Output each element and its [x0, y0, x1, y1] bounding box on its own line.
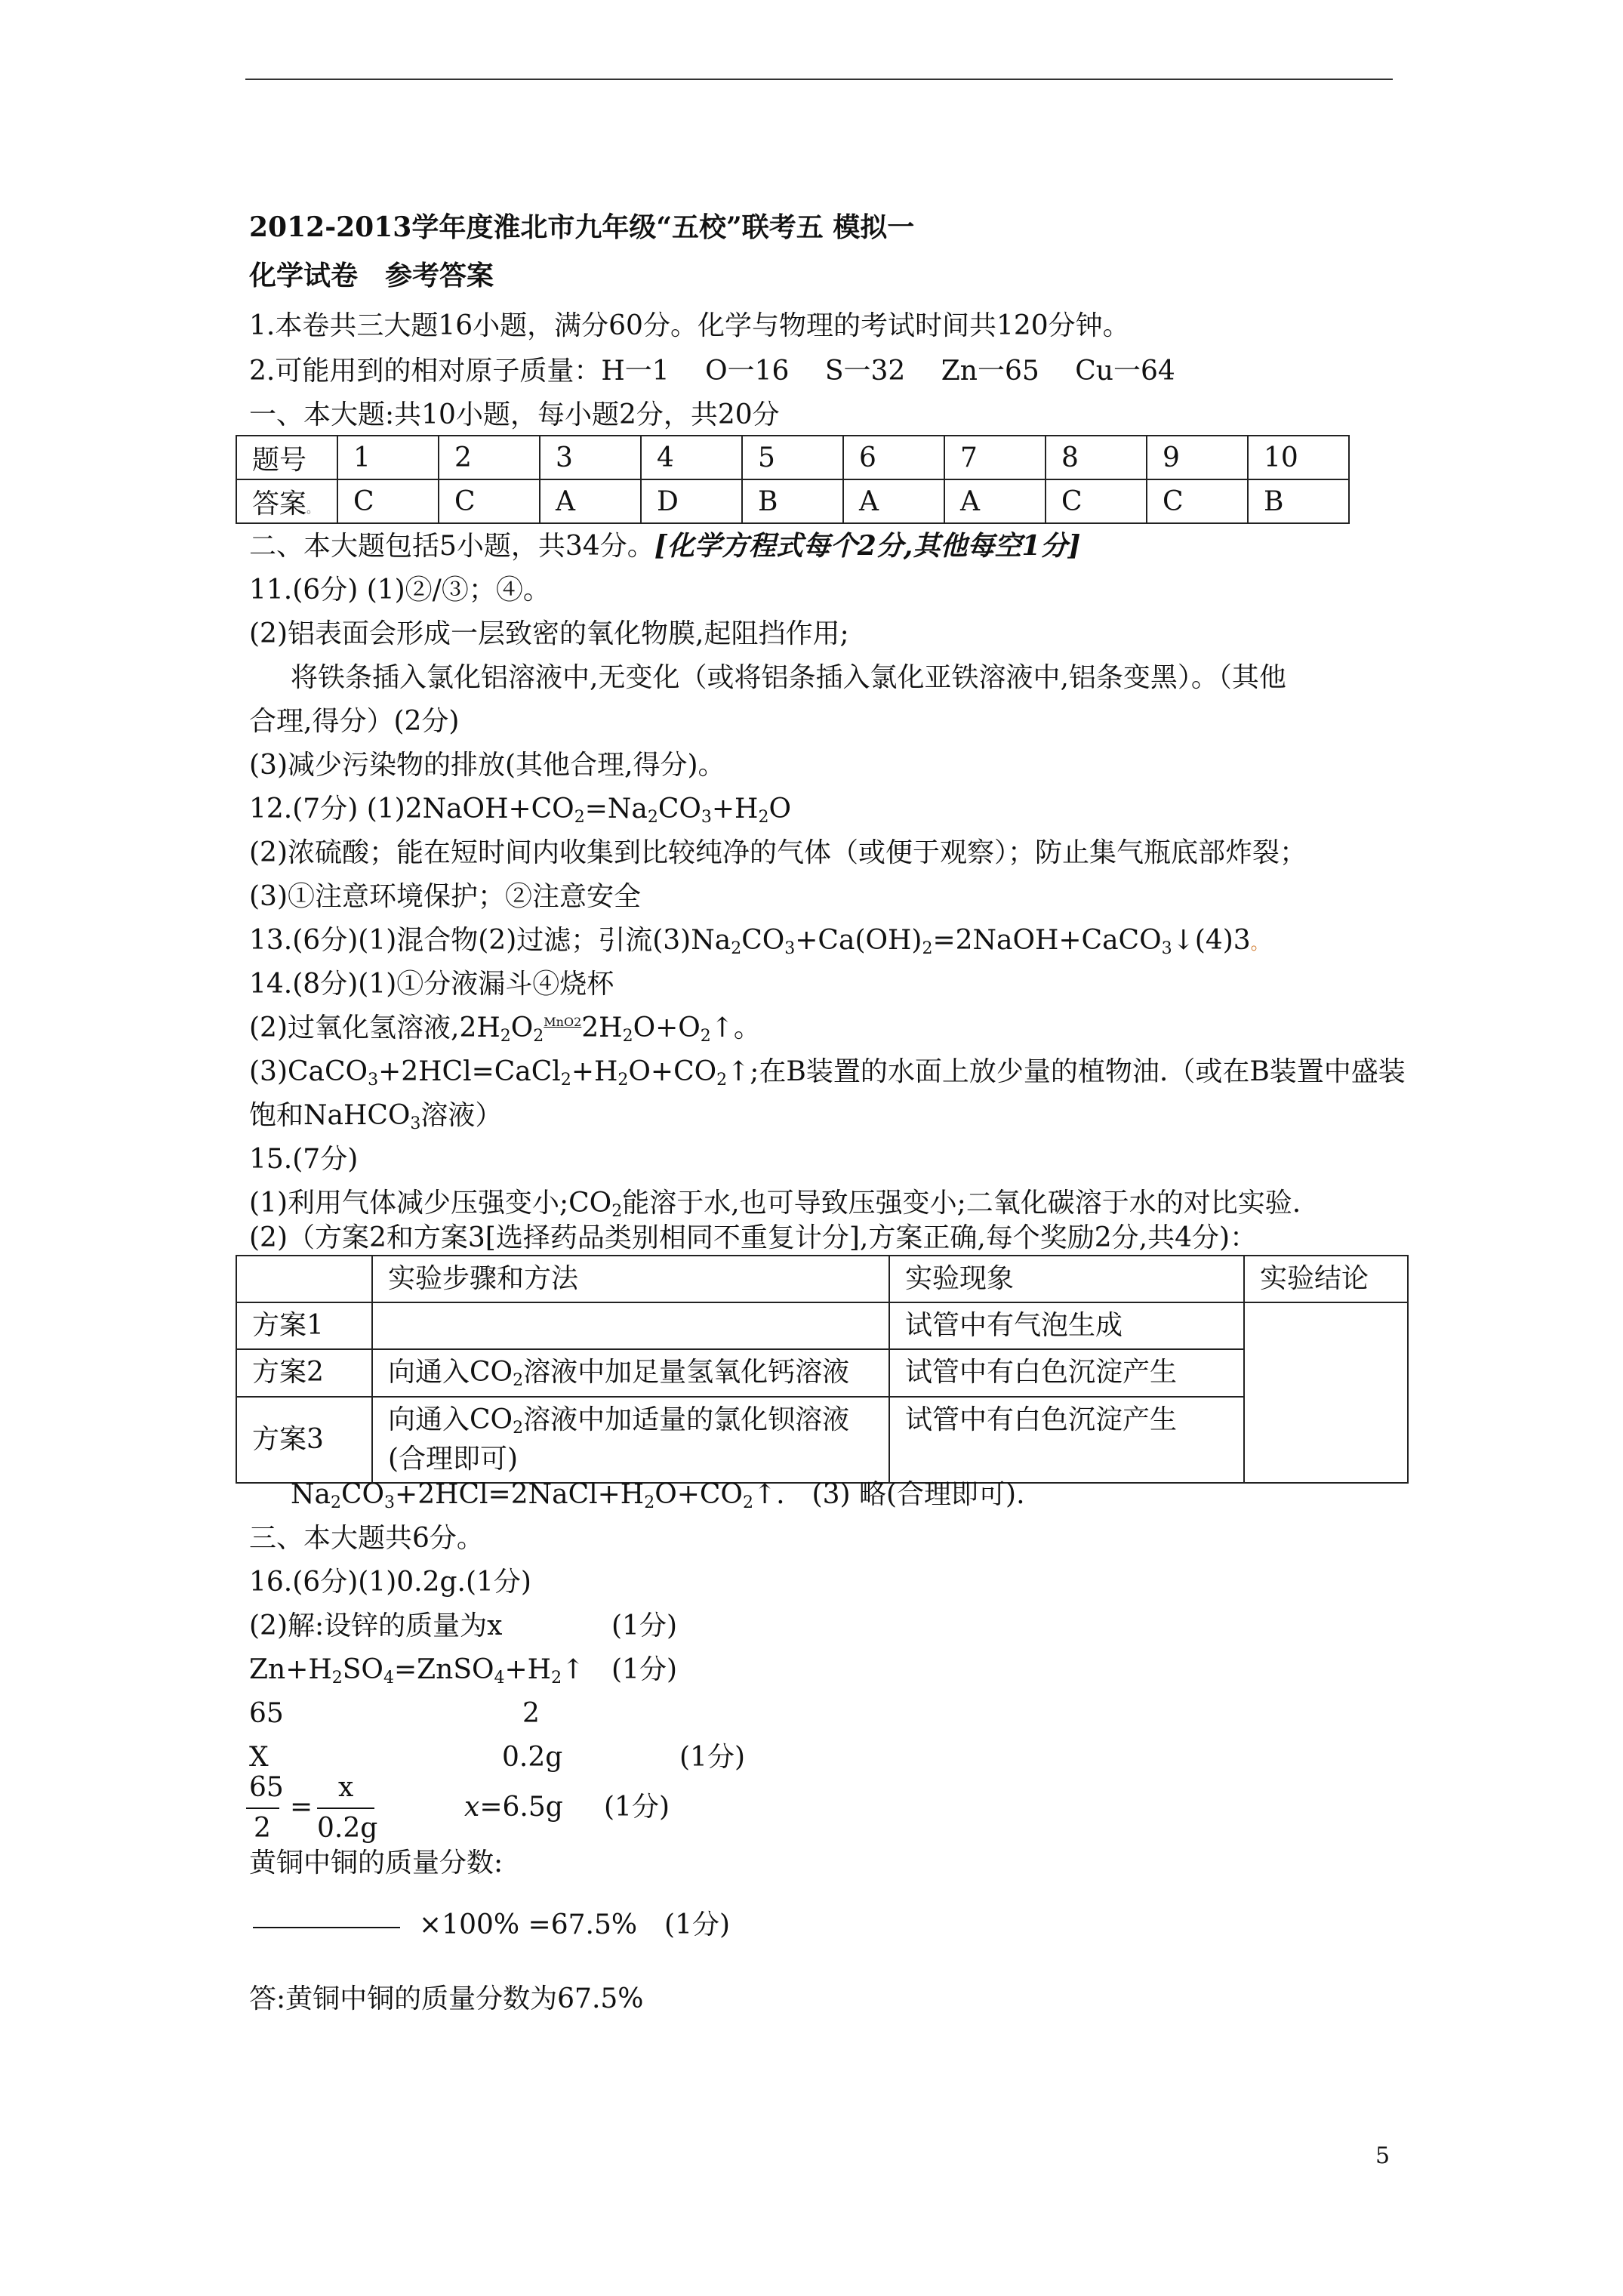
- cell-answer: C: [1046, 479, 1147, 523]
- plan-phenomenon: 试管中有气泡生成: [889, 1302, 1244, 1349]
- cell-answer: B: [742, 479, 843, 523]
- eq-sub: 2: [742, 1493, 753, 1512]
- cell-number: 3: [540, 436, 641, 479]
- plan-conclusion: [1244, 1302, 1408, 1483]
- x-value: =6.5g: [479, 1792, 563, 1823]
- eq-sub: 2: [716, 1071, 728, 1089]
- table-row: [236, 1256, 1408, 1302]
- cell-number: 8: [1046, 436, 1147, 479]
- eq-text: 13.(6分)(1)混合物(2)过滤；引流(3)Na: [249, 925, 731, 956]
- eq-text: CO: [340, 1479, 385, 1510]
- answer-label: 答案: [252, 488, 307, 519]
- eq-sub: 2: [731, 939, 742, 958]
- eq-text: CO: [741, 925, 785, 956]
- eq-text: ↓(4)3: [1172, 925, 1251, 956]
- eq-text: +H: [504, 1654, 552, 1685]
- q12-prefix: 12.(7分) (1): [249, 794, 405, 824]
- q11-line-d: 合理,得分）(2分): [249, 706, 460, 737]
- q11-line-a: 11.(6分) (1)②/③；④。: [249, 575, 550, 606]
- table-row: [236, 1302, 1408, 1349]
- q16-equation-score: (1分): [611, 1654, 677, 1685]
- note-1: 1.本卷共三大题16小题，满分60分。化学与物理的考试时间共120分钟。: [249, 310, 1130, 341]
- cell-number: 1: [337, 436, 439, 479]
- mass-score: (1分): [679, 1742, 745, 1773]
- q11-line-c: 将铁条插入氯化铝溶液中,无变化（或将铝条插入氯化亚铁溶液中,铝条变黑）。（其他: [291, 662, 1286, 693]
- eq-text: O+CO: [628, 1056, 717, 1087]
- cell-number: 2: [439, 436, 540, 479]
- method-sub: 2: [513, 1418, 524, 1438]
- fraction-right-numerator: x: [338, 1772, 354, 1803]
- eq-sub: 2: [500, 1027, 511, 1046]
- q16-line-a: 16.(6分)(1)0.2g.(1分): [249, 1567, 531, 1598]
- eq-text: SO: [342, 1654, 383, 1685]
- cell-answer: C: [1147, 479, 1248, 523]
- cell-number: 5: [742, 436, 843, 479]
- q14-line-c: [249, 1056, 1406, 1088]
- eq-sub: 3: [384, 1493, 396, 1512]
- eq-text: O+O: [633, 1012, 701, 1043]
- final-answer: 答:黄铜中铜的质量分数为67.5%: [249, 1983, 644, 2014]
- document-title: 2012-2013学年度淮北市九年级“五校”联考五 模拟一: [249, 211, 915, 243]
- q15-line-a: 15.(7分): [249, 1144, 359, 1175]
- eq-text: =ZnSO: [393, 1654, 494, 1685]
- eq-sub: 4: [494, 1669, 505, 1687]
- q16-equation: [249, 1653, 584, 1686]
- header-cell: 实验结论: [1244, 1256, 1408, 1302]
- fraction-right-denominator: 0.2g: [317, 1813, 378, 1844]
- eq-sub: 2: [574, 808, 585, 827]
- eq-text: ↑: [562, 1654, 585, 1685]
- header-rule: [245, 79, 1393, 80]
- q16-line-b: (2)解:设锌的质量为x: [249, 1610, 503, 1641]
- section2-heading: 二、本大题包括5小题，共34分。: [249, 531, 654, 562]
- method-text: (合理即可): [388, 1443, 519, 1475]
- cell-number: 7: [944, 436, 1046, 479]
- eq-sub: 3: [368, 1071, 379, 1089]
- eq-sub: 2: [560, 1071, 571, 1089]
- eq-sub: 4: [383, 1669, 394, 1687]
- method-sub: 2: [513, 1371, 524, 1391]
- plan-name: 方案3: [236, 1397, 372, 1483]
- eq-text: +H: [571, 1056, 618, 1087]
- molar-2: 2: [522, 1698, 540, 1729]
- q11-line-b: (2)铝表面会形成一层致密的氧化物膜,起阻挡作用;: [249, 618, 849, 649]
- eq-text: 2NaOH+CO: [405, 794, 574, 824]
- eq-text: ↑。: [710, 1012, 761, 1043]
- eq-sub: 3: [701, 808, 712, 827]
- eq-text: Zn+H: [249, 1654, 332, 1685]
- plan-name: 方案2: [236, 1349, 372, 1396]
- q12-line-a: [249, 793, 791, 825]
- section2-heading-note: [化学方程式每个2分,其他每空1分]: [654, 530, 1081, 562]
- method-text: 溶液中加适量的氯化钡溶液: [523, 1404, 850, 1435]
- blank-fraction-line: [253, 1927, 400, 1928]
- eq-sub: 3: [410, 1114, 421, 1133]
- fraction-left-numerator: 65: [249, 1772, 284, 1803]
- cell-number: 9: [1147, 436, 1248, 479]
- experiment-table: [236, 1255, 1409, 1484]
- plan-method: [372, 1349, 889, 1396]
- molar-65: 65: [249, 1698, 284, 1729]
- eq-text: +Ca(OH): [795, 925, 922, 956]
- eq-sub: 2: [622, 1027, 633, 1046]
- eq-text: CO: [658, 794, 701, 824]
- eq-sub: 2: [922, 939, 933, 958]
- table-row: [236, 1397, 1408, 1483]
- q14-line-b: [249, 1012, 761, 1044]
- method-text: 向通入CO: [388, 1357, 513, 1388]
- q13-line: [249, 924, 1269, 957]
- page-number: 5: [1375, 2143, 1390, 2169]
- eq-sub: 2: [533, 1027, 544, 1046]
- method-text: 溶液中加足量氢氧化钙溶液: [523, 1357, 850, 1388]
- eq-text: ↑. (3) 略(合理即可).: [753, 1479, 1025, 1510]
- eq-sub: 2: [644, 1493, 655, 1512]
- plan-method: [372, 1397, 889, 1483]
- eq-text: =Na: [584, 794, 648, 824]
- eq-text: O: [510, 1012, 534, 1043]
- eq-sub: 2: [330, 1493, 341, 1512]
- eq-catalyst: MnO2: [544, 1015, 582, 1029]
- eq-text: (1)利用气体减少压强变小;CO: [249, 1188, 612, 1219]
- row-label-answer: [236, 479, 337, 523]
- plan-name: 方案1: [236, 1302, 372, 1349]
- eq-sub: 3: [784, 939, 796, 958]
- section3-heading: 三、本大题共6分。: [249, 1523, 484, 1554]
- header-cell: 实验步骤和方法: [372, 1256, 889, 1302]
- table-row: [236, 436, 1349, 479]
- eq-sub: 2: [647, 808, 658, 827]
- eq-text: O: [768, 794, 791, 824]
- mass-02g: 0.2g: [502, 1742, 563, 1773]
- eq-text: =2NaOH+CaCO: [932, 925, 1162, 956]
- eq-sub: 2: [551, 1669, 562, 1687]
- cell-number: 10: [1248, 436, 1349, 479]
- eq-text: 溶液）: [420, 1100, 503, 1131]
- fraction-equals: =: [290, 1792, 313, 1823]
- fraction-right-bar: [317, 1808, 374, 1809]
- cell-number: 4: [641, 436, 742, 479]
- x-score: (1分): [604, 1792, 670, 1823]
- eq-text: Na: [291, 1479, 331, 1510]
- eq-text: 能溶于水,也可导致压强变小;二氧化碳溶于水的对比实验.: [622, 1188, 1301, 1219]
- mass-fraction-label: 黄铜中铜的质量分数:: [249, 1848, 504, 1878]
- eq-sub: 2: [758, 808, 769, 827]
- q14-line-d: [249, 1099, 502, 1132]
- eq-sub: 2: [700, 1027, 711, 1046]
- plan-phenomenon: 试管中有白色沉淀产生: [889, 1397, 1244, 1483]
- header-cell: [236, 1256, 372, 1302]
- eq-text: ↑;在B装置的水面上放少量的植物油.（或在B装置中盛装: [727, 1056, 1406, 1087]
- eq-text: +2HCl=2NaCl+H: [395, 1479, 645, 1510]
- table-row: [236, 1349, 1408, 1396]
- x-result: [464, 1791, 563, 1823]
- method-text: 向通入CO: [388, 1404, 513, 1435]
- fraction-left-bar: [246, 1808, 279, 1809]
- cell-answer: C: [439, 479, 540, 523]
- cell-number: 6: [843, 436, 944, 479]
- q16-line-b-score: (1分): [611, 1610, 677, 1641]
- eq-text: (2)过氧化氢溶液,2H: [249, 1012, 500, 1043]
- percent-expression: ×100% =67.5% (1分): [419, 1909, 731, 1940]
- note-2: 2.可能用到的相对原子质量：H一1 O一16 S一32 Zn一65 Cu一64: [249, 356, 1175, 387]
- plan-method: [372, 1302, 889, 1349]
- eq-sub: 2: [617, 1071, 629, 1089]
- header-cell: 实验现象: [889, 1256, 1244, 1302]
- eq-text: O+CO: [654, 1479, 743, 1510]
- eq-sub: 2: [331, 1669, 343, 1687]
- cell-answer: A: [540, 479, 641, 523]
- eq-text: 饱和NaHCO: [249, 1100, 411, 1131]
- plan-phenomenon: 试管中有白色沉淀产生: [889, 1349, 1244, 1396]
- eq-text: +H: [711, 794, 759, 824]
- document-subtitle: 化学试卷 参考答案: [249, 260, 494, 291]
- eq-sub: 3: [1161, 939, 1172, 958]
- cell-answer: C: [337, 479, 439, 523]
- eq-sub: 2: [611, 1202, 623, 1221]
- eq-mark: 。: [1250, 932, 1269, 954]
- cell-answer: A: [944, 479, 1046, 523]
- mass-x: X: [249, 1742, 269, 1773]
- q14-line-a: 14.(8分)(1)①分液漏斗④烧杯: [249, 969, 614, 1000]
- q15-line-c: (2)（方案2和方案3[选择药品类别相同不重复计分],方案正确,每个奖励2分,共4分)：: [249, 1222, 1258, 1253]
- q12-line-b: (2)浓硫酸；能在短时间内收集到比较纯净的气体（或便于观察）；防止集气瓶底部炸裂；: [249, 837, 1307, 868]
- q15-equation: [291, 1478, 1025, 1511]
- q15-line-b: [249, 1187, 1301, 1219]
- q12-line-c: (3)①注意环境保护；②注意安全: [249, 881, 641, 912]
- answer-mark: 。: [306, 501, 319, 516]
- eq-text: 2H: [581, 1012, 623, 1043]
- cell-answer: D: [641, 479, 742, 523]
- cell-answer: B: [1248, 479, 1349, 523]
- x-variable: x: [464, 1792, 480, 1823]
- eq-text: +2HCl=CaCl: [378, 1056, 561, 1087]
- answer-table: [236, 435, 1350, 524]
- section1-heading: 一、本大题:共10小题，每小题2分，共20分: [249, 399, 780, 430]
- eq-text: (3)CaCO: [249, 1056, 368, 1087]
- cell-answer: A: [843, 479, 944, 523]
- section2-heading-line: [249, 530, 1080, 562]
- row-label-number: 题号: [236, 436, 337, 479]
- table-row: [236, 479, 1349, 523]
- fraction-left-denominator: 2: [254, 1813, 271, 1844]
- q11-line-e: (3)减少污染物的排放(其他合理,得分)。: [249, 750, 725, 781]
